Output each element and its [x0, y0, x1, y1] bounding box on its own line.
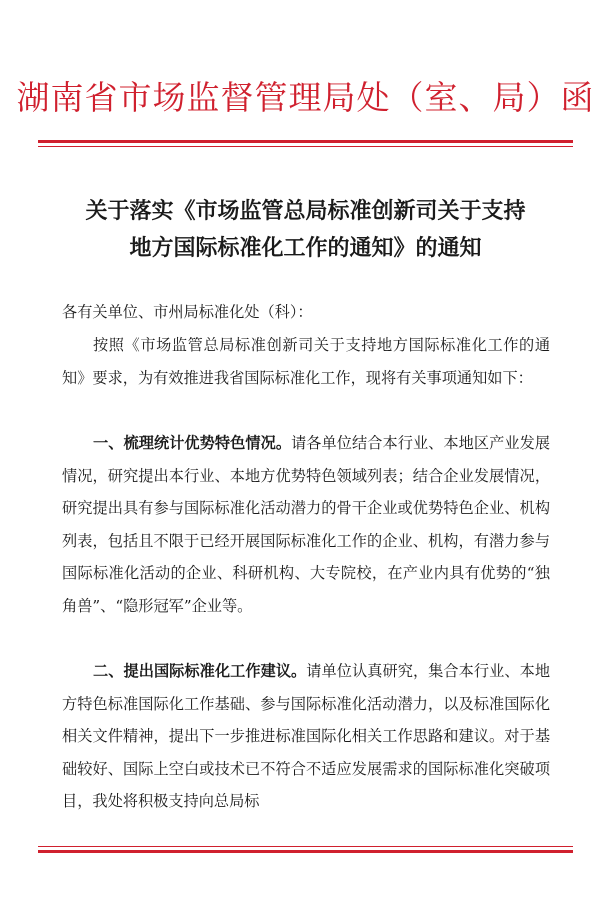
section-2-paragraph: [62, 655, 550, 818]
intro-paragraph: 按照《市场监管总局标准创新司关于支持地方国际标准化工作的通知》要求，为有效推进我省国际标准化工作，现将有关事项通知如下：: [62, 336, 550, 387]
document-title-line-1: 关于落实《市场监管总局标准创新司关于支持: [85, 198, 526, 224]
section-1-paragraph: [62, 427, 550, 622]
footer-rule-thick: [38, 850, 573, 853]
letterhead-title: 湖南省市场监督管理局处（室、局）函: [16, 78, 595, 117]
section-1-text: 请各单位结合本行业、本地区产业发展情况，研究提出本行业、本地方优势特色领域列表；结合企业发展情况，研究提出具有参与国际标准化活动潜力的骨干企业或优势特色企业、机构列表，包括且不限于已经开展国际标准化工作的企业、机构，有潜力参与国际标准化活动的企业、科研机构、大专院校，在产业内具有优势的“独角兽”、“隐形冠军”企业等。: [62, 434, 551, 615]
letterhead-rule-thick: [38, 140, 573, 143]
footer-rule-thin: [38, 846, 573, 847]
section-1-heading: 一、梳理统计优势特色情况。: [93, 434, 292, 452]
letterhead-rule-thin: [38, 146, 573, 147]
section-2-heading: 二、提出国际标准化工作建议。: [93, 662, 307, 680]
section-2-text: 请单位认真研究，集合本行业、本地方特色标准国际化工作基础、参与国际标准化活动潜力，以及标准国际化相关文件精神，提出下一步推进标准国际化相关工作思路和建议。对于基础较好、国际上空白或技术已不符合不适应发展需求的国际标准化突破项目，我处将积极支持向总局标: [62, 662, 551, 810]
document-title-line-2: 地方国际标准化工作的通知》的通知: [129, 235, 482, 261]
salutation: 各有关单位、市州局标准化处（科）：: [62, 303, 313, 321]
